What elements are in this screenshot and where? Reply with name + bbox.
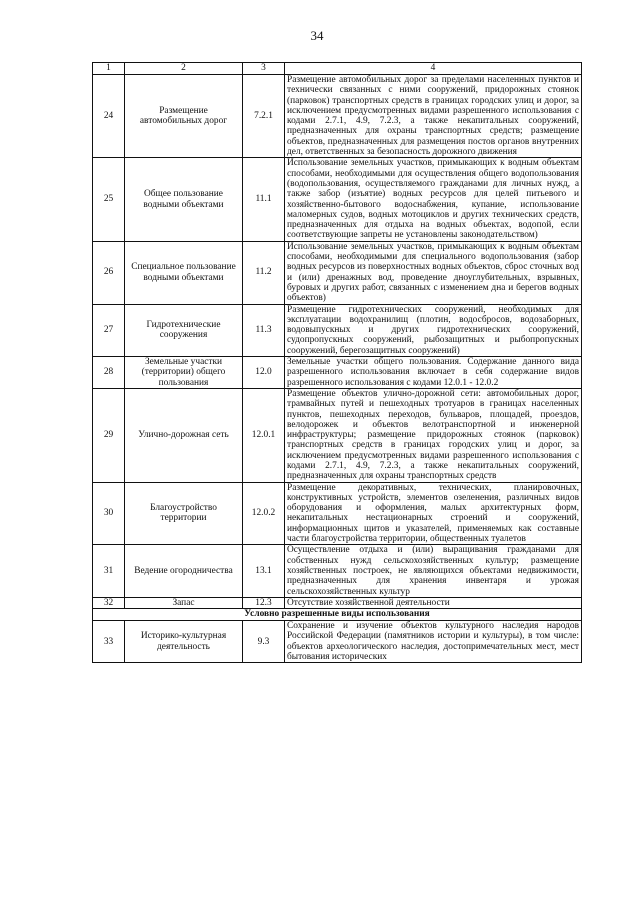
use-type-name: Земельные участки (территории) общего пользования bbox=[125, 357, 243, 389]
use-type-description: Земельные участки общего пользования. Содержание данного вида разрешенного использования включает в себя содержание видов разрешенного использования с кодами 12.0.1 - 12.0.2 bbox=[285, 357, 582, 389]
use-type-description: Размещение гидротехнических сооружений, необходимых для эксплуатации водохранилищ (плотин, водосбросов, водозаборных, водовыпускных и других гидротехнических сооружений, судопропускных сооружений, рыбозащитных и рыбопропускных сооружений, берегозащитных сооружений) bbox=[285, 304, 582, 356]
table-row bbox=[93, 357, 582, 389]
row-number: 28 bbox=[93, 357, 125, 389]
row-number: 32 bbox=[93, 597, 125, 608]
row-number: 33 bbox=[93, 621, 125, 663]
use-type-name: Благоустройство территории bbox=[125, 482, 243, 545]
use-type-name: Историко-культурная деятельность bbox=[125, 621, 243, 663]
use-type-name: Общее пользование водными объектами bbox=[125, 158, 243, 241]
row-number: 26 bbox=[93, 241, 125, 304]
use-type-code: 11.2 bbox=[243, 241, 285, 304]
use-type-name: Ведение огородничества bbox=[125, 545, 243, 597]
row-number: 24 bbox=[93, 75, 125, 158]
table-row bbox=[93, 621, 582, 663]
section-row bbox=[93, 609, 582, 621]
table-row bbox=[93, 75, 582, 158]
row-number: 31 bbox=[93, 545, 125, 597]
use-type-description: Отсутствие хозяйственной деятельности bbox=[285, 597, 582, 608]
table-row bbox=[93, 241, 582, 304]
header-col-4: 4 bbox=[285, 63, 582, 75]
use-type-code: 12.0.2 bbox=[243, 482, 285, 545]
use-type-name: Улично-дорожная сеть bbox=[125, 388, 243, 482]
table-row bbox=[93, 158, 582, 241]
use-type-description: Сохранение и изучение объектов культурного наследия народов Российской Федерации (памятников истории и культуры), в том числе: объектов археологического наследия, достопримечательных мест, мест бытования исторических bbox=[285, 621, 582, 663]
section-title: Условно разрешенные виды использования bbox=[93, 609, 582, 621]
row-number: 29 bbox=[93, 388, 125, 482]
use-type-description: Использование земельных участков, примыкающих к водным объектам способами, необходимыми для осуществления общего водопользования (водопользования, осуществляемого гражданами для личных нужд, а также забор (изъятие) водных ресурсов для целей питьевого и хозяйственно-бытового водоснабжения, купание, использование маломерных судов, водных мотоциклов и других технических средств, предназначенных для отдыха на водных объектах, водопой, если соответствующие запреты не установлены законодательством) bbox=[285, 158, 582, 241]
use-type-description: Размещение объектов улично-дорожной сети: автомобильных дорог, трамвайных путей и пешеходных тротуаров в границах населенных пунктов, пешеходных переходов, бульваров, площадей, проездов, велодорожек и объектов велотранспортной и инженерной инфраструктуры; размещение придорожных стоянок (парковок) транспортных средств в границах городских улиц и дорог, за исключением предусмотренных видами разрешенного использования с кодами 2.7.1, 4.9, 7.2.3, а также некапитальных сооружений, предназначенных для охраны транспортных средств bbox=[285, 388, 582, 482]
use-type-description: Размещение декоративных, технических, планировочных, конструктивных устройств, элементов озеленения, различных видов оборудования и оформления, малых архитектурных форм, некапитальных нестационарных строений и сооружений, информационных щитов и указателей, применяемых как составные части благоустройства территории, общественных туалетов bbox=[285, 482, 582, 545]
use-type-code: 12.3 bbox=[243, 597, 285, 608]
header-col-2: 2 bbox=[125, 63, 243, 75]
table-row bbox=[93, 545, 582, 597]
table-header-row bbox=[93, 63, 582, 75]
use-type-code: 7.2.1 bbox=[243, 75, 285, 158]
use-type-name: Гидротехнические сооружения bbox=[125, 304, 243, 356]
use-type-code: 13.1 bbox=[243, 545, 285, 597]
table-row bbox=[93, 597, 582, 608]
use-type-name: Запас bbox=[125, 597, 243, 608]
use-type-description: Размещение автомобильных дорог за пределами населенных пунктов и технически связанных с ними сооружений, придорожных стоянок (парковок) транспортных средств в границах городских улиц и дорог, за исключением предусмотренных видами разрешенного использования с кодами 2.7.1, 4.9, 7.2.3, а также некапитальных сооружений, предназначенных для охраны транспортных средств; размещение объектов, предназначенных для размещения постов органов внутренних дел, ответственных за безопасность дорожного движения bbox=[285, 75, 582, 158]
use-type-name: Специальное пользование водными объектами bbox=[125, 241, 243, 304]
header-col-1: 1 bbox=[93, 63, 125, 75]
table-row bbox=[93, 388, 582, 482]
use-type-code: 12.0 bbox=[243, 357, 285, 389]
use-type-description: Осуществление отдыха и (или) выращивания гражданами для собственных нужд сельскохозяйственных культур; размещение хозяйственных построек, не являющихся объектами недвижимости, предназначенных для хранения инвентаря и урожая сельскохозяйственных культур bbox=[285, 545, 582, 597]
use-type-code: 12.0.1 bbox=[243, 388, 285, 482]
row-number: 25 bbox=[93, 158, 125, 241]
header-col-3: 3 bbox=[243, 63, 285, 75]
table-row bbox=[93, 482, 582, 545]
row-number: 27 bbox=[93, 304, 125, 356]
table-row bbox=[93, 304, 582, 356]
use-type-code: 11.3 bbox=[243, 304, 285, 356]
page-number: 34 bbox=[310, 28, 324, 43]
use-type-name: Размещение автомобильных дорог bbox=[125, 75, 243, 158]
use-type-description: Использование земельных участков, примыкающих к водным объектам способами, необходимыми для специального водопользования (забор водных ресурсов из поверхностных водных объектов, сброс сточных вод и (или) дренажных вод, проведение дноуглубительных, взрывных, буровых и других работ, связанных с изменением дна и берегов водных объектов) bbox=[285, 241, 582, 304]
row-number: 30 bbox=[93, 482, 125, 545]
use-type-code: 9.3 bbox=[243, 621, 285, 663]
use-type-code: 11.1 bbox=[243, 158, 285, 241]
land-use-table bbox=[92, 62, 582, 663]
